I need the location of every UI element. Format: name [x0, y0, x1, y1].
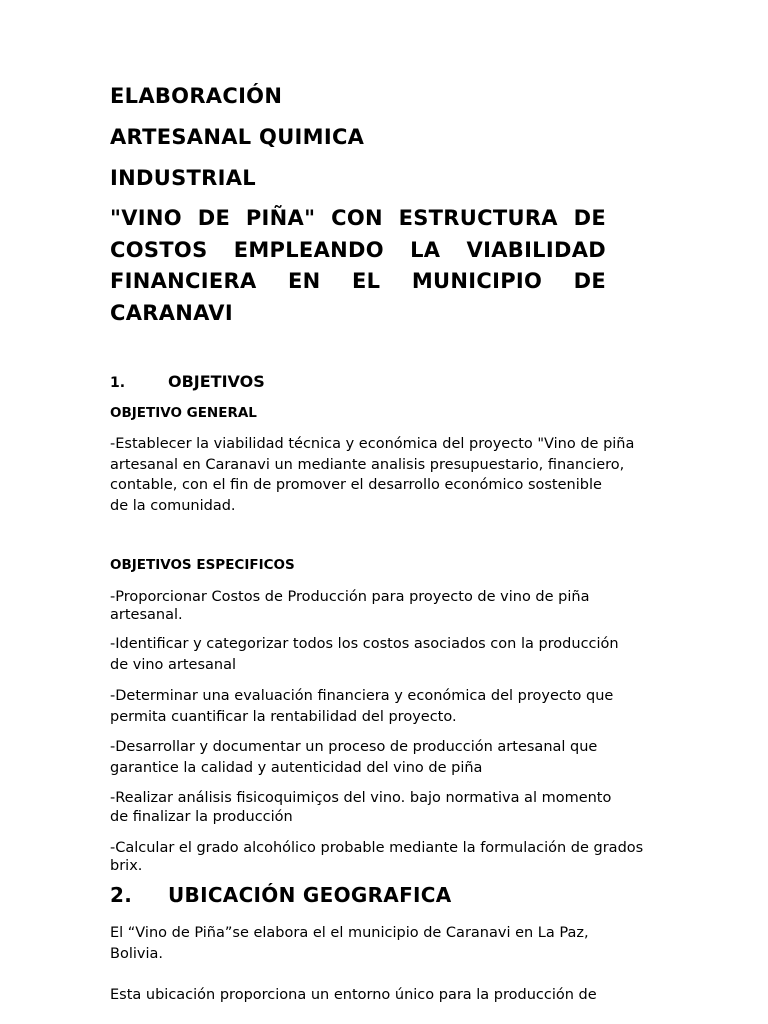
title-main: "VINO DE PIÑA" CON ESTRUCTURA DE COSTOS EMPLEANDO LA VIABILIDAD FINANCIERA EN EL MUNICIPIO DE CARANAVI — [110, 206, 606, 325]
specific-objective-item — [110, 587, 670, 625]
item-line: -Determinar una evaluación financiera y económica del proyecto que — [110, 688, 614, 704]
specific-objective-item — [110, 686, 670, 727]
item-line: garantice la calidad y autenticidad del vino de piña — [110, 759, 483, 776]
specific-objectives-heading: OBJETIVOS ESPECIFICOS — [110, 557, 295, 573]
section-1-heading — [110, 372, 265, 391]
item-line: -Proporcionar Costos de Producción para proyecto de vino de piña — [110, 589, 590, 605]
item-line: de vino artesanal — [110, 656, 237, 673]
title-line-2: ARTESANAL QUIMICA — [110, 125, 365, 149]
item-line: artesanal. — [110, 606, 183, 623]
paragraph-line: -Establecer la viabilidad técnica y económica del proyecto "Vino de piña — [110, 436, 635, 452]
general-objective-heading: OBJETIVO GENERAL — [110, 405, 257, 421]
specific-objective-item — [110, 788, 670, 827]
location-paragraph-1 — [110, 923, 670, 964]
section-1-number: 1. — [110, 375, 126, 391]
paragraph-line: El “Vino de Piña”se elabora el el municipio de Caranavi en La Paz, — [110, 925, 589, 941]
section-2-heading — [110, 883, 452, 907]
specific-objective-item — [110, 838, 670, 876]
item-line: de finalizar la producción — [110, 808, 293, 825]
title-line-3: INDUSTRIAL — [110, 166, 256, 190]
paragraph-line: Bolivia. — [110, 945, 163, 962]
paragraph-line: de la comunidad. — [110, 497, 236, 514]
paragraph-line: Esta ubicación proporciona un entorno único para la producción de — [110, 987, 597, 1003]
location-paragraph-2 — [110, 985, 670, 1006]
item-line: brix. — [110, 857, 143, 874]
paragraph-line: contable, con el fin de promover el desarrollo económico sostenible — [110, 477, 602, 493]
item-line: -Calcular el grado alcohólico probable mediante la formulación de grados — [110, 840, 644, 856]
item-line: -Desarrollar y documentar un proceso de producción artesanal que — [110, 739, 598, 755]
item-line: permita cuantificar la rentabilidad del proyecto. — [110, 708, 457, 725]
item-line: -Realizar análisis fisicoquimiços del vino. bajo normativa al momento — [110, 790, 612, 806]
paragraph-line: artesanal en Caranavi un mediante analisis presupuestario, financiero, — [110, 456, 625, 473]
title-line-1: ELABORACIÓN — [110, 84, 283, 108]
specific-objective-item — [110, 634, 670, 675]
specific-objective-item — [110, 737, 670, 778]
section-1-title: OBJETIVOS — [168, 372, 265, 391]
section-2-number: 2. — [110, 883, 133, 907]
general-objective-paragraph — [110, 434, 670, 516]
item-line: -Identificar y categorizar todos los costos asociados con la producción — [110, 636, 619, 652]
section-2-title: UBICACIÓN GEOGRAFICA — [168, 883, 452, 907]
